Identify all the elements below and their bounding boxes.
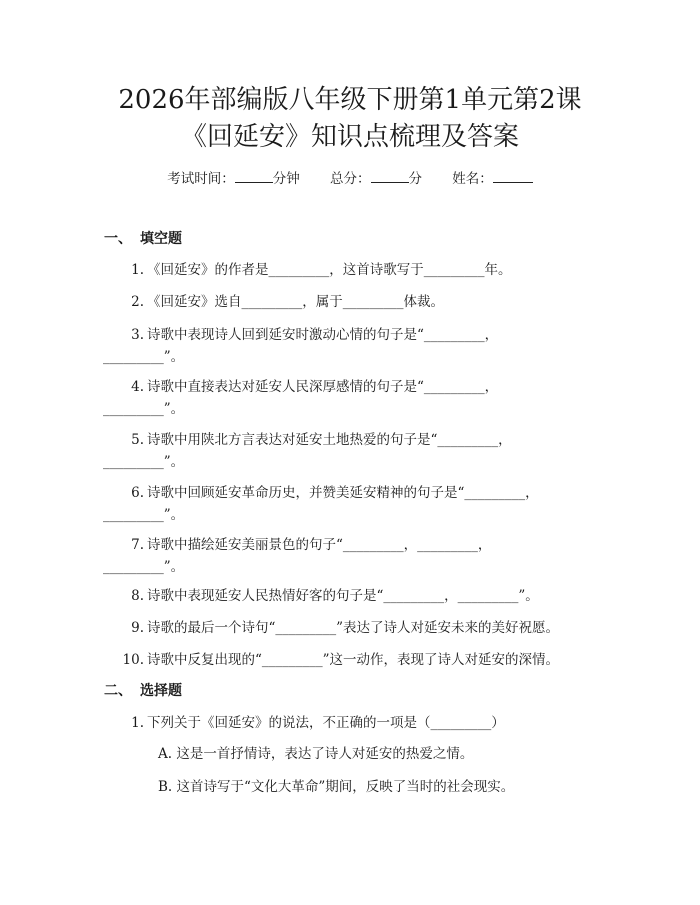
question-number: 5.	[131, 432, 144, 448]
time-label: 考试时间：	[167, 171, 235, 187]
question-number: 10.	[122, 652, 144, 668]
question-text: 诗歌中用陕北方言表达对延安土地热爱的句子是“_________，	[147, 432, 512, 448]
question-text: 诗歌中表现诗人回到延安时激动心情的句子是“_________，	[147, 327, 499, 343]
question-number: 3.	[131, 327, 144, 343]
question-number: 2.	[131, 294, 144, 310]
score-field	[330, 168, 422, 189]
choice-option-b: B. 这首诗写于“文化大革命”期间，反映了当时的社会现实。	[158, 779, 515, 795]
question-number: 8.	[131, 588, 144, 604]
section-title: 填空题	[140, 231, 182, 247]
question-text: 诗歌中描绘延安美丽景色的句子“_________，_________，	[147, 537, 492, 553]
name-field	[452, 168, 533, 189]
section-heading	[104, 229, 182, 249]
question-number: 6.	[131, 485, 144, 501]
score-label: 总分：	[330, 171, 371, 187]
time-blank	[235, 168, 273, 183]
question-continuation: _________”。	[103, 401, 185, 417]
section-number: 二、	[104, 683, 132, 699]
name-label: 姓名：	[452, 171, 493, 187]
question-text: 《回延安》的作者是_________，这首诗歌写于_________年。	[147, 262, 512, 278]
question-text: 诗歌的最后一个诗句“_________”表达了诗人对延安未来的美好祝愿。	[147, 620, 560, 636]
choice-option-a: A. 这是一首抒情诗，表达了诗人对延安的热爱之情。	[158, 746, 474, 762]
question-number: 1.	[131, 262, 144, 278]
section-title: 选择题	[140, 683, 182, 699]
question-number: 9.	[131, 620, 144, 636]
question-number: 4.	[131, 379, 144, 395]
title-line-2: 《回延安》知识点梳理及答案	[180, 122, 519, 152]
time-field	[167, 168, 300, 189]
score-unit: 分	[408, 171, 422, 187]
question-continuation: _________”。	[103, 349, 185, 365]
question-text: 下列关于《回延安》的说法，不正确的一项是（_________）	[147, 715, 505, 731]
exam-info	[0, 168, 700, 189]
question-text: 诗歌中回顾延安革命历史，并赞美延安精神的句子是“_________，	[147, 485, 539, 501]
score-blank	[371, 168, 409, 183]
time-unit: 分钟	[272, 171, 300, 187]
question-continuation: _________”。	[103, 559, 185, 575]
section-heading	[104, 681, 182, 701]
title-line-1: 2026年部编版八年级下册第1单元第2课	[118, 85, 582, 115]
question-number: 7.	[131, 537, 144, 553]
section-number: 一、	[104, 231, 132, 247]
question-text: 诗歌中反复出现的“_________”这一动作，表现了诗人对延安的深情。	[147, 652, 560, 668]
question-text: 诗歌中直接表达对延安人民深厚感情的句子是“_________，	[147, 379, 499, 395]
question-text: 《回延安》选自_________，属于_________体裁。	[147, 294, 444, 310]
question-number: 1.	[131, 715, 144, 731]
name-blank	[493, 168, 533, 183]
question-continuation: _________”。	[103, 507, 185, 523]
question-text: 诗歌中表现延安人民热情好客的句子是“_________，_________”。	[147, 588, 539, 604]
question-continuation: _________”。	[103, 454, 185, 470]
